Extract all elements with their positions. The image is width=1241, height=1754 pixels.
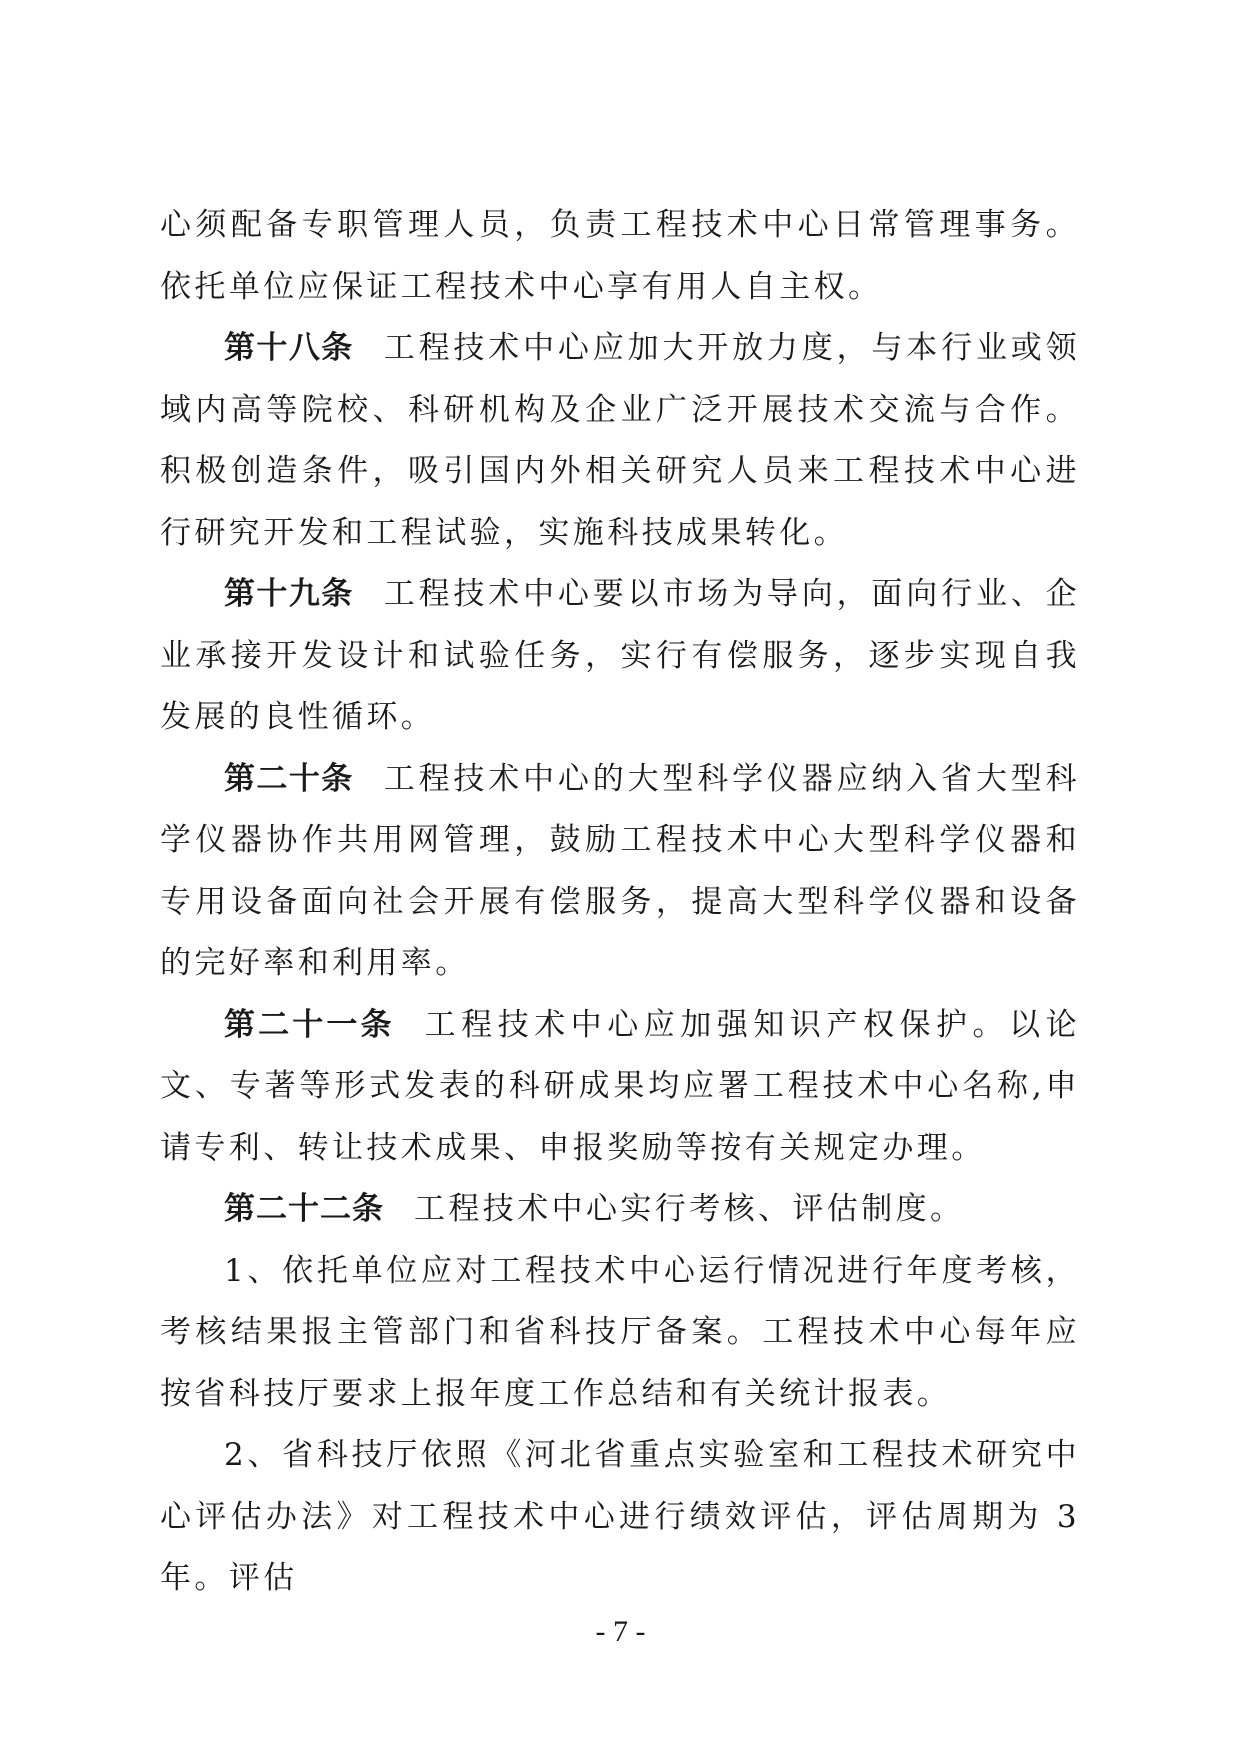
paragraph-continuation (160, 195, 1080, 318)
article-22-item-1 (160, 1241, 1080, 1426)
paragraph-text: 2、省科技厅依照《河北省重点实验室和工程技术研究中心评估办法》对工程技术中心进行绩效评估，评估周期为 3 年。评估 (160, 1437, 1080, 1596)
article-20 (160, 749, 1080, 995)
paragraph-text: 工程技术中心实行考核、评估制度。 (414, 1191, 965, 1227)
paragraph-text: 工程技术中心的大型科学仪器应纳入省大型科学仪器协作共用网管理，鼓励工程技术中心大型科学仪器和专用设备面向社会开展有偿服务，提高大型科学仪器和设备的完好率和利用率。 (160, 760, 1081, 981)
paragraph-text: 工程技术中心要以市场为导向，面向行业、企业承接开发设计和试验任务，实行有偿服务，逐步实现自我发展的良性循环。 (160, 576, 1081, 735)
paragraph-text: 工程技术中心应加强知识产权保护。以论文、专著等形式发表的科研成果均应署工程技术中心名称,申请专利、转让技术成果、申报奖励等按有关规定办理。 (160, 1006, 1080, 1166)
article-19 (160, 564, 1080, 749)
article-22-item-2 (160, 1425, 1080, 1610)
document-body (160, 195, 1080, 1610)
page-number: - 7 - (595, 1615, 646, 1648)
paragraph-text: 工程技术中心应加大开放力度，与本行业或领域内高等院校、科研机构及企业广泛开展技术交流与合作。积极创造条件，吸引国内外相关研究人员来工程技术中心进行研究开发和工程试验，实施科技成果转化。 (160, 330, 1081, 551)
article-heading: 第十八条 (224, 330, 354, 366)
article-22 (160, 1179, 1080, 1241)
article-18 (160, 318, 1080, 564)
article-heading: 第二十二条 (224, 1191, 384, 1227)
article-heading: 第二十条 (224, 760, 354, 797)
article-heading: 第二十一条 (224, 1006, 395, 1043)
paragraph-text: 1、依托单位应对工程技术中心运行情况进行年度考核，考核结果报主管部门和省科技厅备案。工程技术中心每年应按省科技厅要求上报年度工作总结和有关统计报表。 (160, 1252, 1080, 1412)
article-21 (160, 995, 1080, 1180)
article-heading: 第十九条 (224, 576, 354, 612)
paragraph-text: 心须配备专职管理人员，负责工程技术中心日常管理事务。依托单位应保证工程技术中心享有用人自主权。 (160, 207, 1080, 305)
